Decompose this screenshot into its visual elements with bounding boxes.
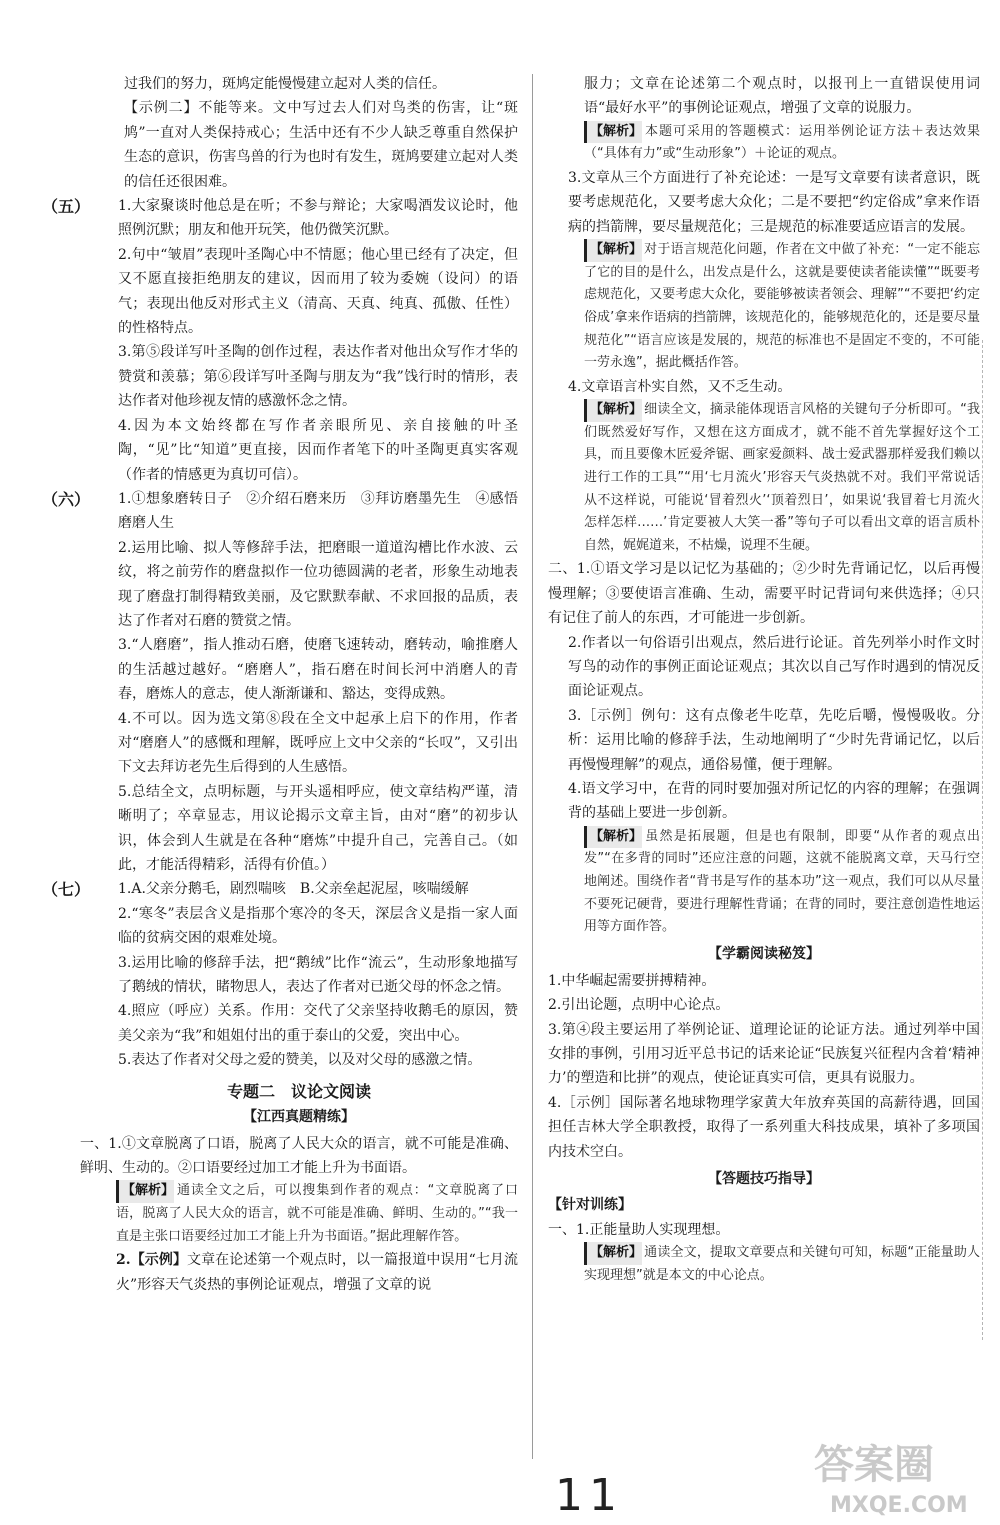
answer-item: 2.运用比喻、拟人等修辞手法，把磨眼一道道沟槽比作水波、云纹，将之前劳作的磨盘拟作一位功德圆满的老者，形象生动地表现了磨盘打制得精致美丽，及它默默奉献、不求回报的品质，表达了作者对石磨的赞赏之情。	[118, 539, 518, 629]
answer-item: 1.①想象磨转日子 ②介绍石磨来历 ③拜访磨墨先生 ④感悟磨磨人生	[118, 490, 518, 532]
answer-item: 二、1.①语文学习是以记忆为基础的；②少时先背诵记忆，以后再慢慢理解；③要使语言准确、生动，需要平时记背词句来供选择；④只有记住了前人的东西，才可能进一步创新。	[548, 561, 980, 627]
group-label: （五）	[42, 197, 91, 217]
page-number: 11	[555, 1470, 623, 1521]
question-group-6	[42, 487, 518, 878]
analysis-tag: 【解析】	[584, 239, 642, 262]
answer-item: 2.作者以一句俗语引出观点，然后进行论证。首先列举小时作文时写鸟的动作的事例正面论证观点；其次以自己写作时遇到的情况反面论证观点。	[568, 634, 980, 700]
analysis-text: 对于语言规范化问题，作者在文中做了补充：“一定不能忘了它的目的是什么，出发点是什么，这就是要使读者能读懂”“既要考虑规范化，又要考虑大众化，要能够被读者领会、理解”“不要把‘约定俗成’拿来作语病的挡箭牌，该规范化的，能够规范化的，还是要尽量规范化”“语言应该是发展的，规范的标准也不是固定不变的，不可能一劳永逸”，据此概括作答。	[584, 242, 980, 371]
answer-item: 4.［示例］国际著名地球物理学家黄大年放弃英国的高薪待遇，回国担任吉林大学全职教授，取得了一系列重大科技成果，填补了多项国内技术空白。	[548, 1094, 980, 1160]
answer-item: 5.表达了作者对父母之爱的赞美，以及对父母的感激之情。	[118, 1052, 482, 1069]
analysis-block	[548, 239, 980, 375]
answer-paragraph: 过我们的努力，斑鸠定能慢慢建立起对人类的信任。	[124, 76, 446, 92]
analysis-block	[548, 826, 980, 939]
answer-item: 4.语文学习中，在背的同时要加强对所记忆的内容的理解；在强调背的基础上要进一步创新。	[568, 781, 980, 822]
example-tag: 2.【示例】	[116, 1252, 188, 1269]
answer-item: 一、1.正能量助人实现理想。	[548, 1222, 730, 1239]
column-divider	[532, 74, 533, 1459]
answer-item: 1.A.父亲分鹅毛，剧烈喘咳 B.父亲垒起泥屋，咳喘缓解	[118, 881, 469, 898]
answer-item: 1.中华崛起需要拼搏精神。	[548, 972, 716, 989]
left-column	[42, 72, 518, 1297]
analysis-block	[548, 399, 980, 557]
analysis-tag: 【解析】	[584, 399, 642, 422]
watermark-url: MXQE.COM	[830, 1493, 968, 1518]
answer-item: 5.总结全文，点明标题，与开头遥相呼应，使文章结构严谨，清晰明了；卒章显志，用议论揭示文章主旨，由对“磨”的初步认识，体会到人生就是在各种“磨炼”中提升自己，完善自己。（如此，才能活得精彩，活得有价值。）	[118, 783, 518, 873]
answer-text: 文章在论述第一个观点时，以一篇报道中误用“七月流火”形容天气炎热的事例论证观点，增强了文章的说	[116, 1252, 518, 1293]
analysis-tag: 【解析】	[584, 1242, 642, 1265]
section-heading: 【答题技巧指导】	[708, 1171, 820, 1188]
analysis-text: 通读全文，提取文章要点和关键句可知，标题“正能量助人实现理想”就是本文的中心论点。	[584, 1245, 980, 1284]
analysis-block	[80, 1180, 518, 1248]
answer-item: 3.第⑤段详写叶圣陶的创作过程，表达作者对他出众写作才华的赞赏和羡慕；第⑥段详写叶圣陶与朋友为“我”饯行时的情形，表达作者对他珍视友情的感激怀念之情。	[118, 344, 518, 410]
analysis-tag: 【解析】	[116, 1180, 174, 1203]
answer-item	[80, 1248, 518, 1297]
answer-item: 4.文章语言朴实自然，又不乏生动。	[568, 378, 792, 395]
binding-dotted-line	[982, 340, 983, 1340]
group-label: （七）	[42, 880, 91, 900]
analysis-text: 通读全文之后，可以搜集到作者的观点：“文章脱离了口语，脱离了人民大众的语言，就不可能是准确、鲜明、生动的。”“我一直是主张口语要经过加工才能上升为书面语。”据此理解作答。	[116, 1183, 518, 1244]
watermark-logo	[800, 1420, 1000, 1525]
analysis-text: 细读全文，摘录能体现语言风格的关键句子分析即可。“我们既然爱好写作，又想在这方面成才，就不能不首先掌握好这个工具，而且要像木匠爱斧锯、画家爱颜料、战士爱武器那样爱我们赖以进行工作的工具”“用‘七月流火’形容天气炎热就不对。我们平常说话从不这样说，可能说‘冒着烈火’‘顶着烈日’，如果说‘我冒着七月流火怎样怎样……’肯定要被人大笑一番”等句子可以看出文章的语言质朴自然，娓娓道来，不枯燥，说理不生硬。	[584, 402, 980, 553]
answer-item: 2.句中“皱眉”表现叶圣陶心中不情愿；他心里已经有了决定，但又不愿直接拒绝朋友的建议，因而用了较为委婉（设问）的语气；表现出他反对形式主义（清高、天真、纯真、孤傲、任性）的性格特点。	[118, 246, 518, 337]
analysis-block	[548, 1242, 980, 1287]
analysis-text: 本题可采用的答题模式：运用举例论证方法＋表达效果（“具体有力”或“生动形象”）＋论证的观点。	[584, 123, 980, 162]
section-heading: 【江西真题精练】	[243, 1108, 355, 1125]
answer-item: 一、1.①文章脱离了口语，脱离了人民大众的语言，就不可能是准确、鲜明、生动的。②口语要经过加工才能上升为书面语。	[80, 1135, 518, 1177]
answer-paragraph: 服力；文章在论述第二个观点时，以报刊上一直错误使用词语“最好水平”的事例论证观点，增强了文章的说服力。	[584, 76, 980, 117]
answer-item: 4.因为本文始终都在写作者亲眼所见、亲自接触的叶圣陶，“见”比“知道”更直接，因而作者笔下的叶圣陶更真实客观（作者的情感更为真切可信）。	[118, 417, 518, 483]
topic-title: 专题二 议论文阅读	[226, 1081, 371, 1101]
analysis-tag: 【解析】	[584, 826, 642, 849]
answer-item: 1.大家聚谈时他总是在听；不参与辩论；大家喝酒发议论时，他照例沉默；朋友和他开玩笑，他仍微笑沉默。	[118, 198, 518, 239]
answer-item: 4.照应（呼应）关系。作用：交代了父亲坚持收鹅毛的原因，赞美父亲为“我”和姐姐付出的重于泰山的父爱，突出中心。	[118, 1003, 518, 1044]
analysis-block	[548, 121, 980, 166]
answer-item: 3.“人磨磨”，指人推动石磨，使磨飞速转动，磨转动，喻推磨人的生活越过越好。“磨磨人”，指石磨在时间长河中消磨人的青春，磨炼人的意志，使人渐渐谦和、豁达，变得成熟。	[118, 637, 518, 703]
answer-paragraph: 【示例二】不能等来。文中写过去人们对鸟类的伤害，让“斑鸠”一直对人类保持戒心；生活中还有不少人缺乏尊重自然保护生态的意识，伤害鸟兽的行为也时有发生，斑鸠要建立起对人类的信任还很困难。	[124, 100, 518, 190]
analysis-tag: 【解析】	[584, 121, 642, 144]
answer-item: 3.第④段主要运用了举例论证、道理论证的论证方法。通过列举中国女排的事例，引用习近平总书记的话来论证“民族复兴征程内含着‘精神力’的塑造和比拼”的观点，使论证真实可信，更具有说服力。	[548, 1021, 980, 1087]
answer-item: 3.文章从三个方面进行了补充论述：一是写文章要有读者意识，既要考虑规范化，又要考虑大众化；二是不要把“约定俗成”拿来作语病的挡箭牌，要尽量规范化；三是规范的标准要适应语言的发展。	[568, 170, 980, 235]
section-heading: 【学霸阅读秘笈】	[708, 945, 820, 962]
answer-item: 2.“寒冬”表层含义是指那个寒冷的冬天，深层含义是指一家人面临的贫病交困的艰难处境。	[118, 905, 518, 947]
right-column	[548, 72, 980, 1288]
watermark-text: 答案圈	[814, 1442, 934, 1488]
answer-item: 3.运用比喻的修辞手法，把“鹅绒”比作“流云”，生动形象地描写了鹅绒的情状，睹物思人，表达了作者对已逝父母的怀念之情。	[118, 954, 518, 996]
subsection-heading: 【针对训练】	[548, 1197, 632, 1214]
answer-item: 4.不可以。因为选文第⑧段在全文中起承上启下的作用，作者对“磨磨人”的感慨和理解，既呼应上文中父亲的“长叹”，又引出下文去拜访老先生后得到的人生感悟。	[118, 710, 518, 776]
answer-item: 2.引出论题，点明中心论点。	[548, 997, 730, 1014]
answer-item: 3.［示例］例句：这有点像老牛吃草，先吃后嚼，慢慢吸收。分析：运用比喻的修辞手法，生动地阐明了“少时先背诵记忆，以后再慢慢理解”的观点，通俗易懂，便于理解。	[568, 707, 980, 773]
analysis-text: 虽然是拓展题，但是也有限制，即要“从作者的观点出发”“在多背的同时”还应注意的问题，这就不能脱离文章，天马行空地阐述。围绕作者“背书是写作的基本功”这一观点，我们可以从尽量不要死记硬背，要进行理解性背诵；在背的同时，要注意创造性地运用等方面作答。	[584, 828, 980, 935]
group-label: （六）	[42, 489, 91, 509]
question-group-5	[42, 194, 518, 487]
question-group-7	[42, 877, 518, 1072]
